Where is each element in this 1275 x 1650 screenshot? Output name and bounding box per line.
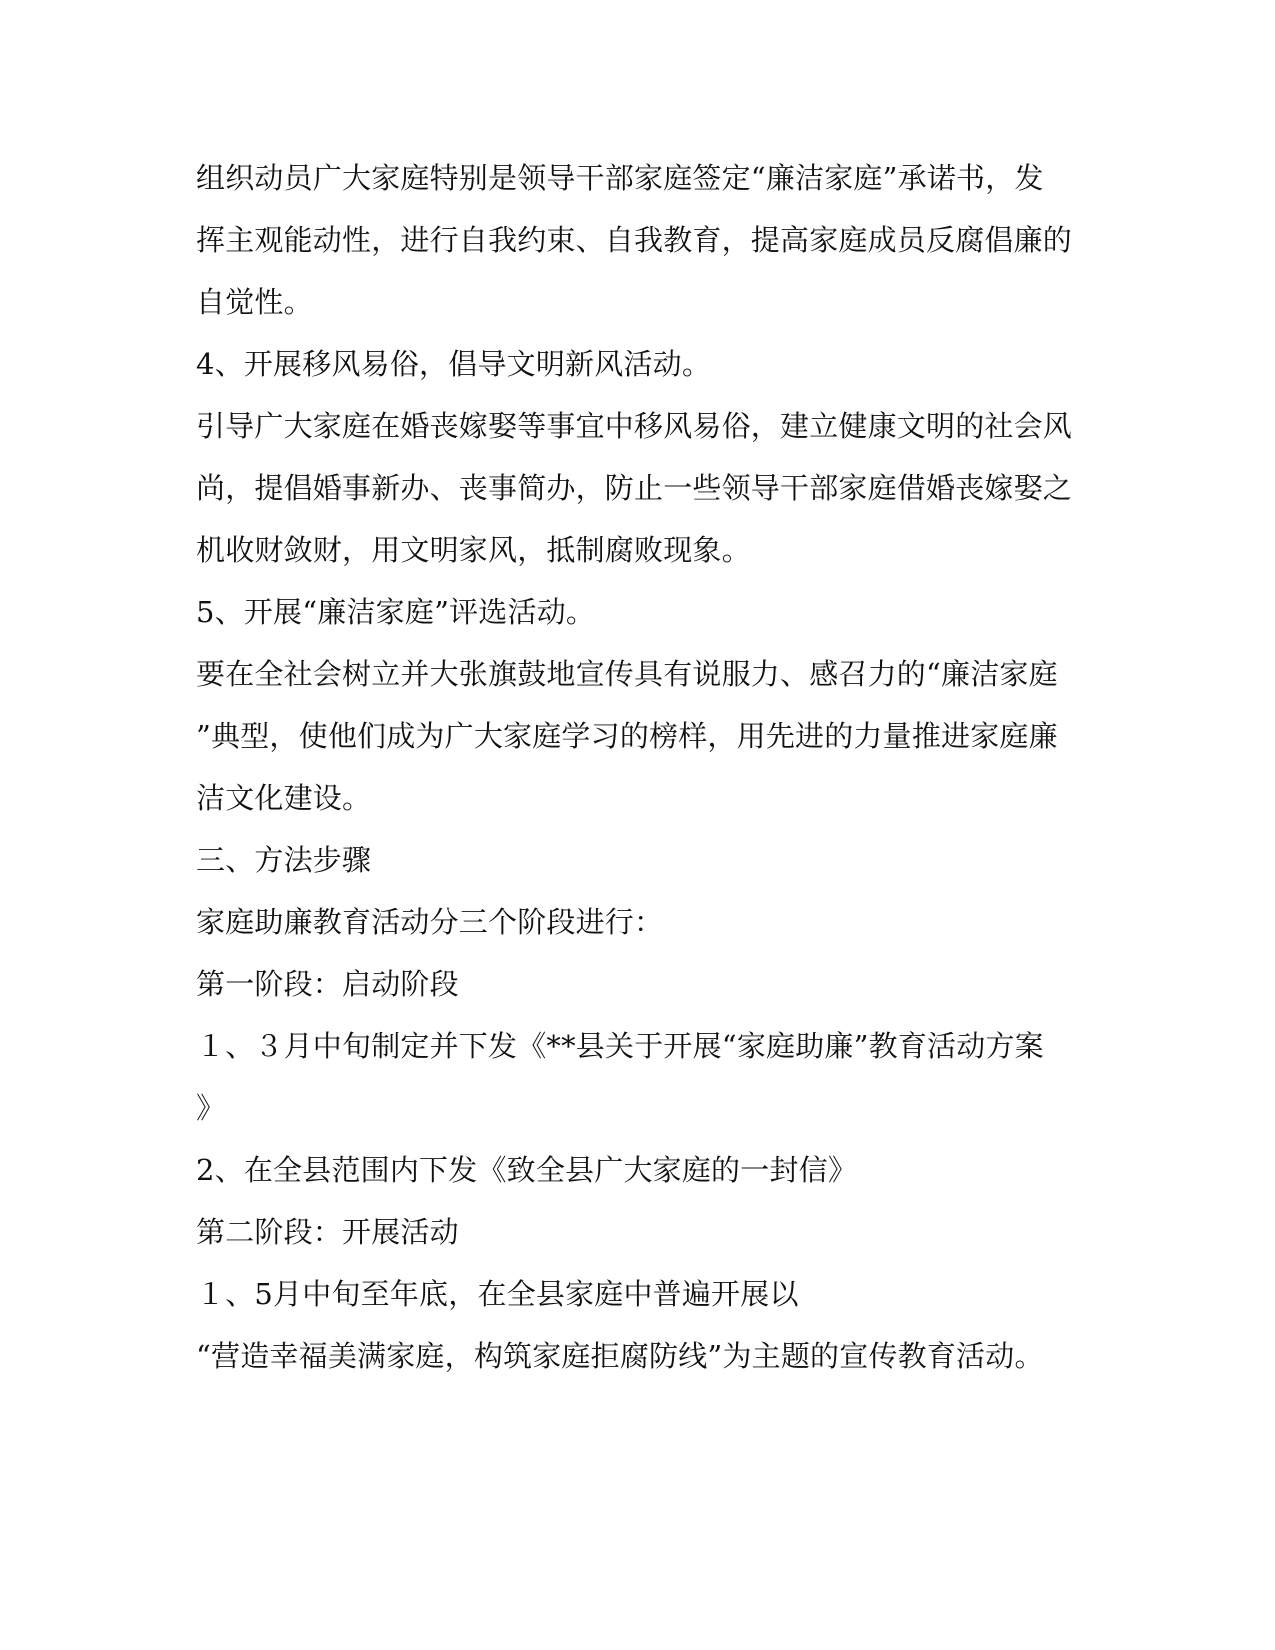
list-item: １、３月中旬制定并下发《**县关于开展“家庭助廉”教育活动方案 xyxy=(196,1029,1044,1063)
paragraph-line: 机收财敛财，用文明家风，抵制腐败现象。 xyxy=(196,533,751,567)
list-item-continuation: 》 xyxy=(196,1091,226,1125)
paragraph-line: 挥主观能动性，进行自我约束、自我教育，提高家庭成员反腐倡廉的 xyxy=(196,223,1073,257)
list-item: 2、在全县范围内下发《致全县广大家庭的一封信》 xyxy=(196,1153,858,1187)
paragraph-line: 自觉性。 xyxy=(196,285,313,319)
paragraph-line: 组织动员广大家庭特别是领导干部家庭签定“廉洁家庭”承诺书，发 xyxy=(196,161,1044,195)
paragraph-line: 要在全社会树立并大张旗鼓地宣传具有说服力、感召力的“廉洁家庭 xyxy=(196,657,1058,691)
section-heading: 4、开展移风易俗，倡导文明新风活动。 xyxy=(196,347,712,381)
section-heading: 三、方法步骤 xyxy=(196,843,372,877)
section-heading: 5、开展“廉洁家庭”评选活动。 xyxy=(196,595,596,629)
list-item: １、5月中旬至年底，在全县家庭中普遍开展以 xyxy=(196,1277,799,1311)
stage-heading: 第二阶段：开展活动 xyxy=(196,1215,459,1249)
paragraph-line: “营造幸福美满家庭，构筑家庭拒腐防线”为主题的宣传教育活动。 xyxy=(196,1339,1044,1373)
paragraph-line: 家庭助廉教育活动分三个阶段进行： xyxy=(196,905,664,939)
paragraph-line: 尚，提倡婚事新办、丧事简办，防止一些领导干部家庭借婚丧嫁娶之 xyxy=(196,471,1073,505)
paragraph-line: 洁文化建设。 xyxy=(196,781,372,815)
paragraph-line: 引导广大家庭在婚丧嫁娶等事宜中移风易俗，建立健康文明的社会风 xyxy=(196,409,1073,443)
stage-heading: 第一阶段：启动阶段 xyxy=(196,967,459,1001)
paragraph-line: ”典型，使他们成为广大家庭学习的榜样，用先进的力量推进家庭廉 xyxy=(196,719,1058,753)
